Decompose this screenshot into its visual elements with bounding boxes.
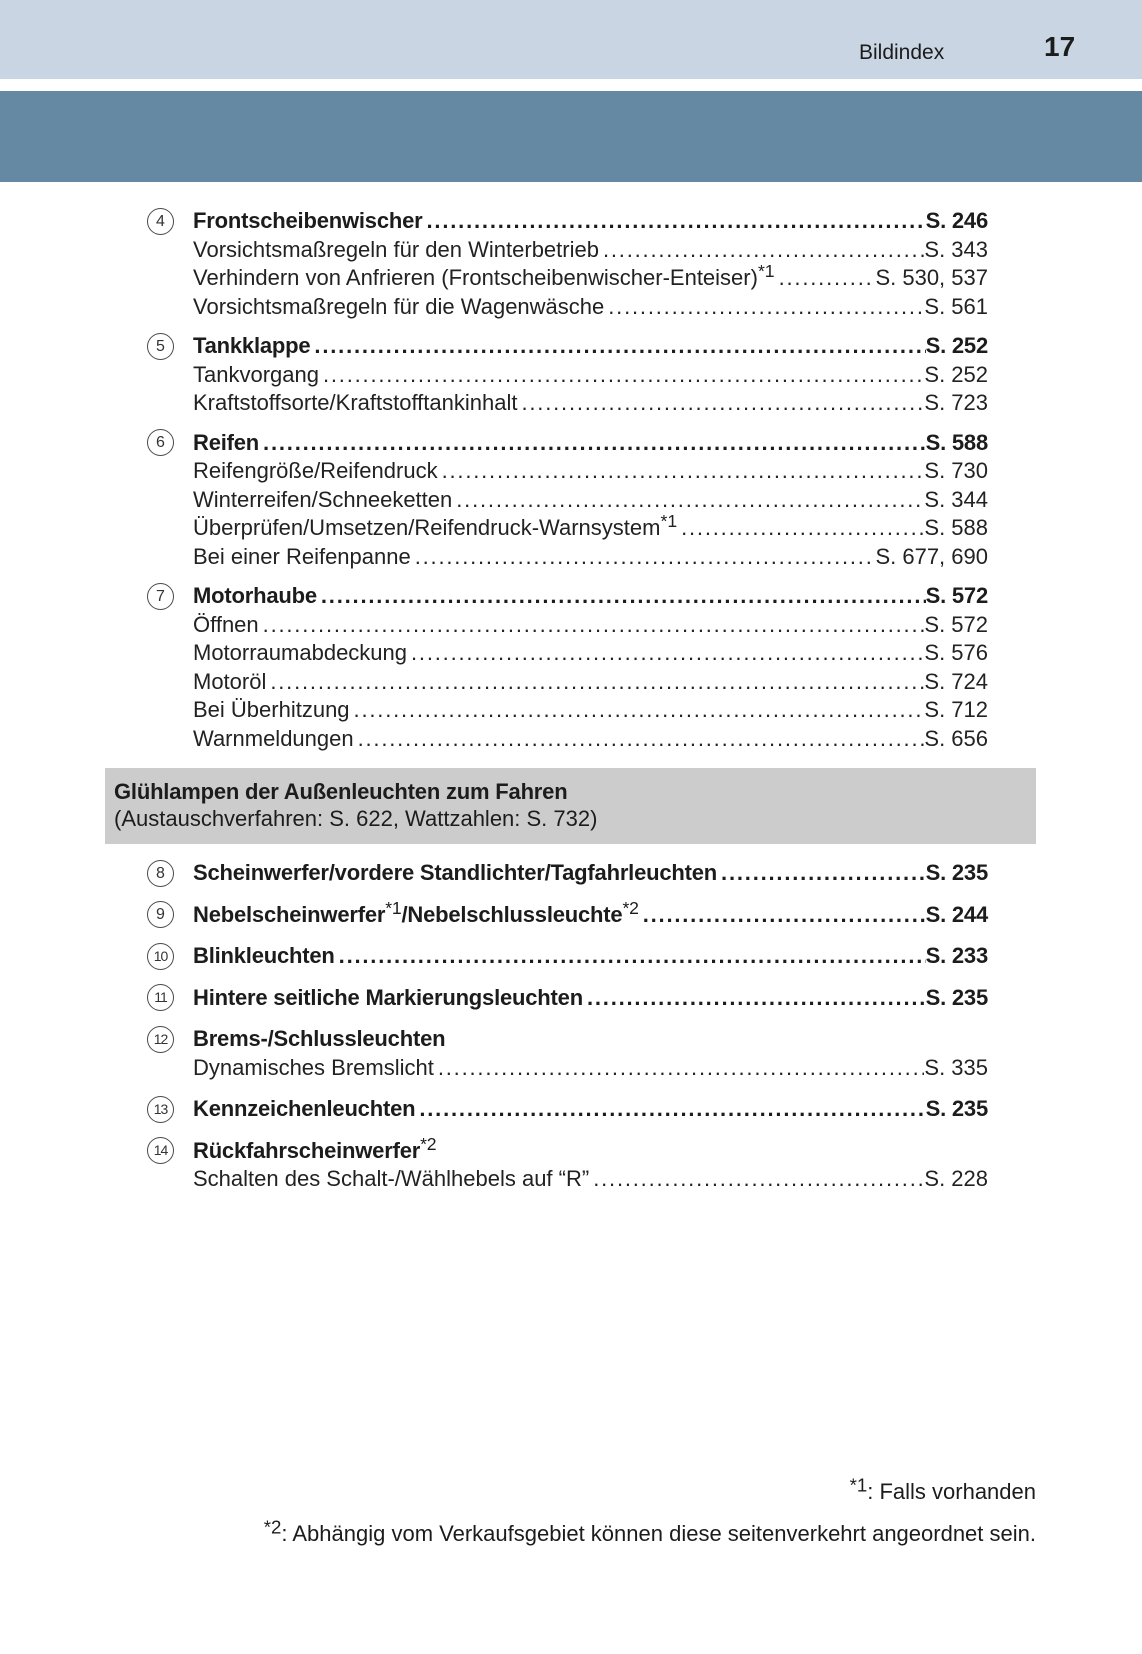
subentry-page-ref: S. 712 xyxy=(924,697,988,722)
subentry-page-ref: S. 588 xyxy=(924,515,988,540)
dot-leader xyxy=(452,486,924,515)
dot-leader xyxy=(407,639,924,668)
dot-leader xyxy=(583,984,926,1013)
entry-number: 14 xyxy=(147,1137,174,1164)
entry-label xyxy=(193,1133,437,1166)
subentry-page-ref: S. 723 xyxy=(924,390,988,415)
indent-spacer xyxy=(147,639,193,668)
subentry-page-ref: S. 561 xyxy=(924,293,988,319)
entry-page-ref: S. 235 xyxy=(925,984,988,1010)
entry-label-text-2: /Nebelschlussleuchte xyxy=(401,901,623,927)
dot-leader xyxy=(639,901,926,930)
footnote-marker: *1 xyxy=(757,261,775,282)
subentry-label: Winterreifen/Schneeketten xyxy=(193,486,453,512)
indent-spacer xyxy=(147,389,193,418)
entry-page-ref: S. 235 xyxy=(925,1096,988,1121)
entry-number-badge xyxy=(147,859,193,888)
entry-label: Blinkleuchten xyxy=(193,943,335,968)
entry-label: Brems-/Schlussleuchten xyxy=(193,1026,446,1051)
subentry-label: Motorraumabdeckung xyxy=(193,640,408,665)
footnote-1 xyxy=(849,1474,1036,1507)
dot-leader xyxy=(350,696,925,725)
entry-page-ref: S. 235 xyxy=(925,860,988,885)
subentry-label: Schalten des Schalt-/Wählhebels auf “R” xyxy=(193,1166,590,1191)
index-subentry-6-3 xyxy=(147,511,988,543)
dot-leader xyxy=(259,429,926,458)
index-subentry-7-1 xyxy=(147,611,988,640)
index-list-lamps xyxy=(147,859,988,1194)
subentry-label xyxy=(193,261,775,293)
entry-number-badge xyxy=(147,1137,193,1166)
entry-number-badge xyxy=(147,429,193,458)
indent-spacer xyxy=(147,514,193,543)
subentry-label-text: Überprüfen/Umsetzen/Reifendruck-Warnsystem xyxy=(193,515,661,540)
subentry-label: Bei einer Reifenpanne xyxy=(193,543,411,569)
dot-leader xyxy=(599,236,924,265)
index-subentry-6-1 xyxy=(147,457,988,486)
index-group-10 xyxy=(147,942,988,971)
subentry-page-ref: S. 730 xyxy=(924,458,988,483)
index-entry-11 xyxy=(147,984,988,1013)
entry-number-badge xyxy=(147,1095,193,1124)
index-subentry-6-2 xyxy=(147,486,988,515)
entry-label xyxy=(193,897,639,930)
footnote-2-marker: *2 xyxy=(263,1516,282,1538)
subentry-page-ref: S. 343 xyxy=(924,236,988,262)
entry-label-text: Nebelscheinwerfer xyxy=(193,901,386,927)
dot-leader xyxy=(415,1095,925,1124)
indent-spacer xyxy=(147,361,193,390)
index-subentry-4-3 xyxy=(147,293,988,322)
indent-spacer xyxy=(147,725,193,754)
section-title: Bildindex xyxy=(859,41,945,64)
entry-number: 5 xyxy=(147,333,174,360)
entry-number-badge xyxy=(147,1025,193,1054)
index-subentry-12-1 xyxy=(147,1054,988,1083)
entry-number: 11 xyxy=(147,984,174,1011)
index-entry-6 xyxy=(147,429,988,458)
entry-page-ref: S. 244 xyxy=(925,901,988,927)
dot-leader xyxy=(604,293,924,322)
indent-spacer xyxy=(147,1165,193,1194)
index-entry-8 xyxy=(147,859,988,888)
footnote-marker: *1 xyxy=(660,511,678,532)
dot-leader xyxy=(411,543,876,572)
entry-number-badge xyxy=(147,582,193,611)
dot-leader xyxy=(354,725,925,754)
index-group-8 xyxy=(147,859,988,888)
index-entry-12 xyxy=(147,1025,988,1054)
entry-number: 7 xyxy=(147,583,174,610)
index-subentry-7-4 xyxy=(147,696,988,725)
entry-number: 9 xyxy=(147,901,174,928)
index-subentry-7-5 xyxy=(147,725,988,754)
entry-number: 8 xyxy=(147,860,174,887)
subentry-label: Vorsichtsmaßregeln für den Winterbetrieb xyxy=(193,236,599,262)
index-group-6 xyxy=(147,429,988,572)
dot-leader xyxy=(259,611,925,640)
subentry-page-ref: S. 572 xyxy=(924,611,988,637)
index-subentry-14-1 xyxy=(147,1165,988,1194)
entry-label: Frontscheibenwischer xyxy=(193,208,423,233)
subentry-page-ref: S. 724 xyxy=(924,668,988,694)
entry-number-badge xyxy=(147,942,193,971)
subentry-label: Öffnen xyxy=(193,611,259,637)
subentry-label: Warnmeldungen xyxy=(193,725,354,751)
entry-page-ref: S. 572 xyxy=(925,583,988,608)
index-group-4 xyxy=(147,207,988,321)
entry-number-badge xyxy=(147,901,193,930)
subentry-label: Kraftstoffsorte/Kraftstofftankinhalt xyxy=(193,390,518,415)
subentry-page-ref: S. 656 xyxy=(924,725,988,751)
indent-spacer xyxy=(147,293,193,322)
indent-spacer xyxy=(147,696,193,725)
entry-page-ref: S. 246 xyxy=(925,208,988,233)
indent-spacer xyxy=(147,236,193,265)
entry-number: 10 xyxy=(147,943,174,970)
page-number: 17 xyxy=(1044,31,1076,62)
indent-spacer xyxy=(147,457,193,486)
entry-label: Reifen xyxy=(193,429,260,455)
index-group-14 xyxy=(147,1133,988,1194)
subentry-label: Vorsichtsmaßregeln für die Wagenwäsche xyxy=(193,293,605,319)
subentry-page-ref: S. 576 xyxy=(924,640,988,665)
index-list-exterior xyxy=(147,207,988,753)
dot-leader xyxy=(589,1165,924,1194)
index-subentry-7-3 xyxy=(147,668,988,697)
footnote-2-text: : Abhängig vom Verkaufsgebiet können diese seitenverkehrt angeordnet sein. xyxy=(281,1521,1036,1546)
index-entry-7 xyxy=(147,582,988,611)
entry-label: Motorhaube xyxy=(193,583,317,608)
dot-leader xyxy=(319,361,924,390)
index-subentry-5-2 xyxy=(147,389,988,418)
indent-spacer xyxy=(147,264,193,293)
footnote-1-text: : Falls vorhanden xyxy=(867,1479,1036,1504)
entry-page-ref: S. 233 xyxy=(925,943,988,968)
subentry-label xyxy=(193,511,678,543)
index-group-5 xyxy=(147,332,988,418)
indent-spacer xyxy=(147,611,193,640)
index-group-13 xyxy=(147,1095,988,1124)
entry-number-badge xyxy=(147,207,193,236)
footnote-1-marker: *1 xyxy=(849,1474,868,1496)
entry-number: 6 xyxy=(147,429,174,456)
index-entry-4 xyxy=(147,207,988,236)
index-group-12 xyxy=(147,1025,988,1082)
dot-leader xyxy=(438,457,925,486)
indent-spacer xyxy=(147,486,193,515)
entry-label: Kennzeichenleuchten xyxy=(193,1096,416,1121)
entry-number: 4 xyxy=(147,208,174,235)
dot-leader xyxy=(335,942,926,971)
footnote-marker: *2 xyxy=(420,1133,437,1154)
index-subentry-4-1 xyxy=(147,236,988,265)
index-subentry-5-1 xyxy=(147,361,988,390)
footnote-marker-2: *2 xyxy=(622,897,639,918)
entry-page-ref: S. 252 xyxy=(925,333,988,358)
lamp-section-subtitle: (Austauschverfahren: S. 622, Wattzahlen: S. 732) xyxy=(114,806,598,831)
entry-label: Tankklappe xyxy=(193,333,311,358)
dot-leader xyxy=(517,389,924,418)
subentry-page-ref: S. 344 xyxy=(924,486,988,512)
index-subentry-6-4 xyxy=(147,543,988,572)
subentry-label: Bei Überhitzung xyxy=(193,697,350,722)
entry-page-ref: S. 588 xyxy=(925,429,988,455)
entry-number: 12 xyxy=(147,1026,174,1053)
index-subentry-7-2 xyxy=(147,639,988,668)
entry-label: Hintere seitliche Markierungsleuchten xyxy=(193,984,583,1010)
entry-label-text: Rückfahrscheinwerfer xyxy=(193,1137,421,1163)
subentry-page-ref: S. 677, 690 xyxy=(875,543,988,569)
dot-leader xyxy=(310,332,925,361)
indent-spacer xyxy=(147,1054,193,1083)
entry-number: 13 xyxy=(147,1096,174,1123)
subentry-page-ref: S. 335 xyxy=(924,1054,988,1080)
header-band xyxy=(0,91,1142,182)
subentry-label: Reifengröße/Reifendruck xyxy=(193,458,438,483)
dot-leader xyxy=(775,264,876,293)
dot-leader xyxy=(717,859,926,888)
lamp-section-box xyxy=(105,768,1036,844)
subentry-label: Tankvorgang xyxy=(193,361,319,387)
dot-leader xyxy=(423,207,926,236)
subentry-label-text: Verhindern von Anfrieren (Frontscheibenwischer-Enteiser) xyxy=(193,265,758,290)
indent-spacer xyxy=(147,543,193,572)
footnote-marker: *1 xyxy=(385,897,402,918)
index-group-11 xyxy=(147,984,988,1013)
dot-leader xyxy=(434,1054,925,1083)
subentry-label: Motoröl xyxy=(193,668,267,694)
entry-number-badge xyxy=(147,984,193,1013)
entry-number-badge xyxy=(147,332,193,361)
dot-leader xyxy=(266,668,924,697)
index-group-7 xyxy=(147,582,988,753)
index-entry-14 xyxy=(147,1133,988,1166)
index-subentry-4-2 xyxy=(147,261,988,293)
index-entry-9 xyxy=(147,897,988,930)
subentry-page-ref: S. 530, 537 xyxy=(875,265,988,290)
subentry-page-ref: S. 228 xyxy=(924,1166,988,1191)
footnote-2 xyxy=(263,1516,1036,1549)
entry-label: Scheinwerfer/vordere Standlichter/Tagfahrleuchten xyxy=(193,860,718,885)
dot-leader xyxy=(317,582,926,611)
subentry-page-ref: S. 252 xyxy=(924,361,988,387)
lamp-section-title: Glühlampen der Außenleuchten zum Fahren xyxy=(114,779,568,804)
subentry-label: Dynamisches Bremslicht xyxy=(193,1054,434,1080)
index-entry-5 xyxy=(147,332,988,361)
index-group-9 xyxy=(147,897,988,930)
index-entry-10 xyxy=(147,942,988,971)
indent-spacer xyxy=(147,668,193,697)
dot-leader xyxy=(677,514,924,543)
header-strip xyxy=(0,0,1142,79)
index-entry-13 xyxy=(147,1095,988,1124)
